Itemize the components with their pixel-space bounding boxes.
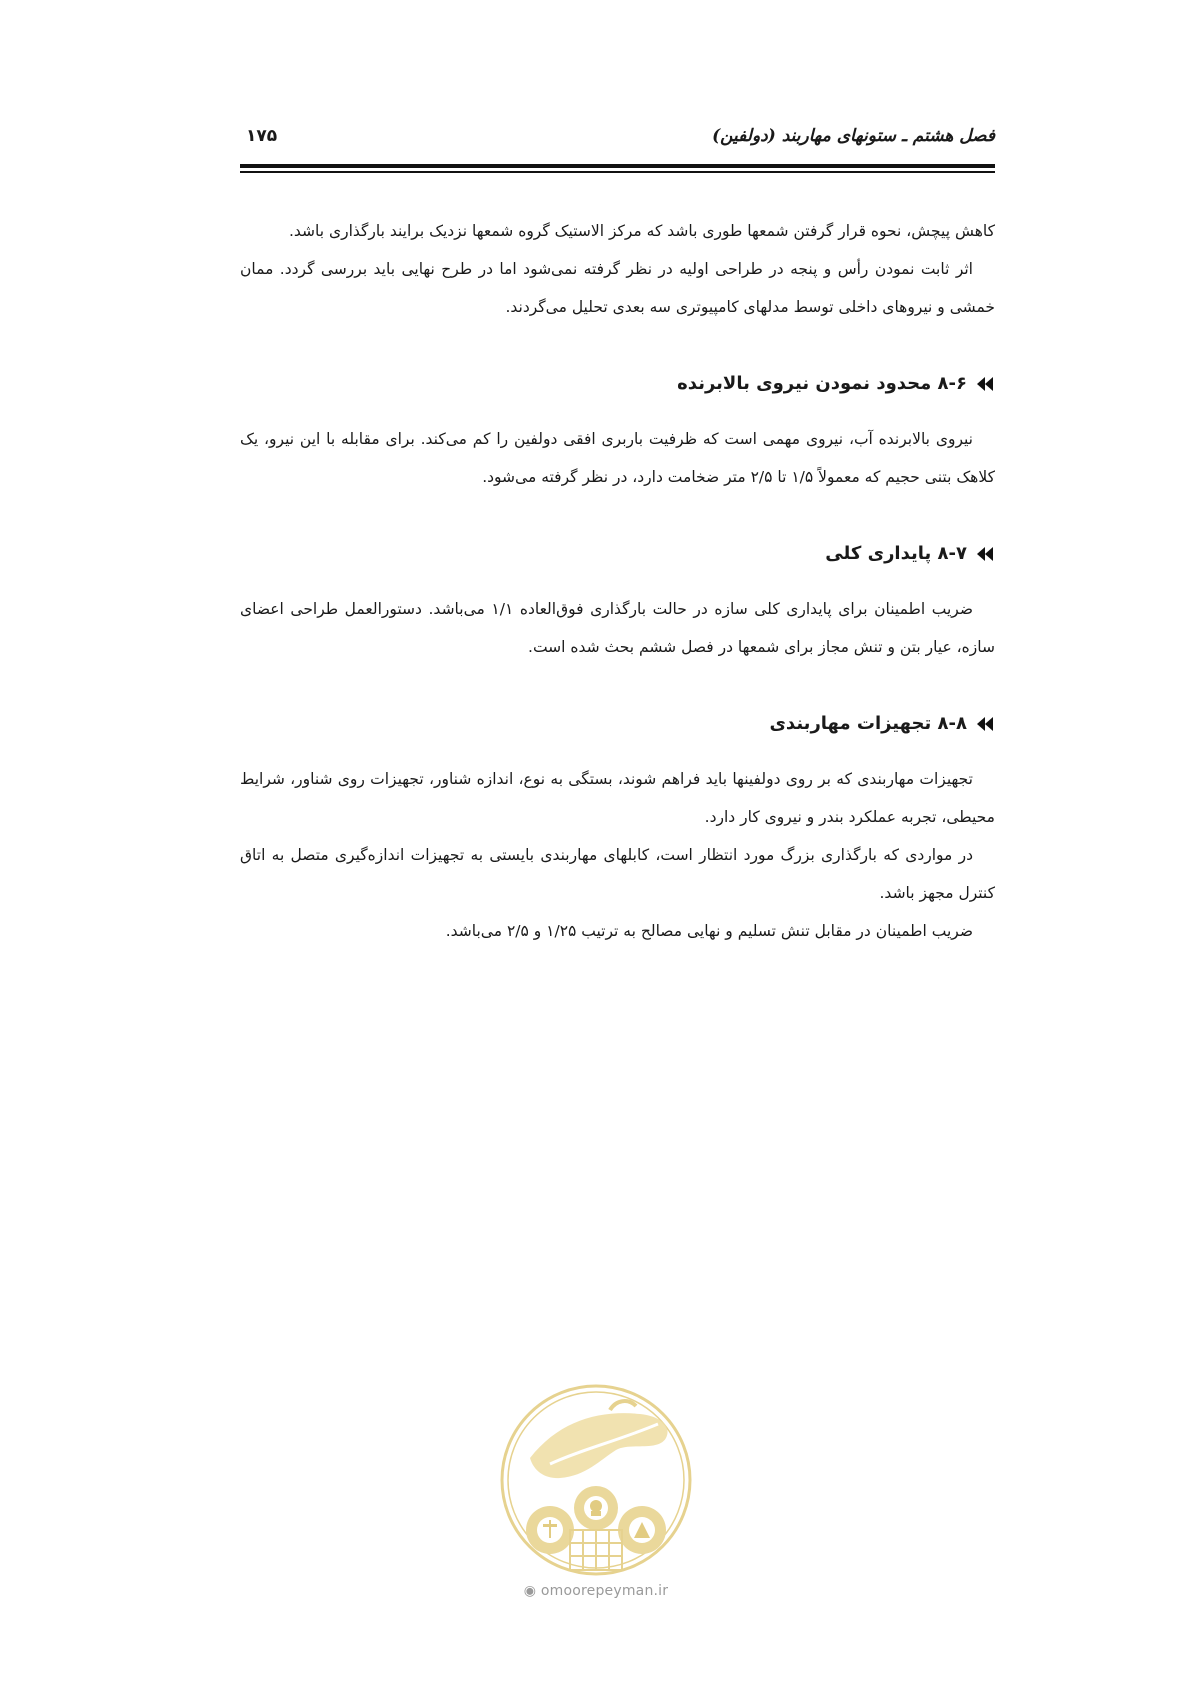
header-rule-thin: [240, 171, 995, 173]
paragraph: در مواردی که بارگذاری بزرگ مورد انتظار است، کابلهای مهاربندی بایستی به تجهیزات اندازه‌گیری متصل به اتاق کنترل مجهز باشد.: [240, 846, 995, 902]
paragraph: کاهش پیچش، نحوه قرار گرفتن شمعها طوری باشد که مرکز الاستیک گروه شمعها نزدیک برایند بارگذاری باشد.: [288, 222, 995, 240]
paragraph: ضریب اطمینان برای پایداری کلی سازه در حالت بارگذاری فوق‌العاده ۱/۱ می‌باشد. دستورالعمل طراحی اعضای سازه، عیار بتن و تنش مجاز برای شمعها در فصل ششم بحث شده است.: [240, 600, 995, 656]
double-arrow-bullet-icon: [977, 547, 995, 561]
section-heading-text: ۸-۸ تجهیزات مهاربندی: [769, 713, 967, 734]
watermark-logo: [490, 1380, 702, 1580]
section-heading: [240, 364, 995, 404]
section-heading: [240, 704, 995, 744]
globe-icon: ◉: [523, 1583, 537, 1599]
body-content: [240, 212, 995, 950]
watermark-url-text: omoorepeyman.ir: [540, 1583, 669, 1599]
section-heading: [240, 534, 995, 574]
paragraph: اثر ثابت نمودن رأس و پنجه در طراحی اولیه در نظر گرفته نمی‌شود اما در طرح نهایی باید بررسی گردد. ممان خمشی و نیروهای داخلی توسط مدلهای کامپیوتری سه بعدی تحلیل می‌گردند.: [240, 260, 995, 316]
section-heading-text: ۸-۶ محدود نمودن نیروی بالابرنده: [677, 373, 967, 394]
double-arrow-bullet-icon: [977, 717, 995, 731]
page-number: ۱۷۵: [246, 126, 278, 146]
chapter-title: فصل هشتم ـ ستونهای مهاربند (دولفین): [712, 126, 995, 146]
running-header: [240, 126, 995, 156]
paragraph: ضریب اطمینان در مقابل تنش تسلیم و نهایی مصالح به ترتیب ۱/۲۵ و ۲/۵ می‌باشد.: [445, 922, 973, 940]
paragraph: نیروی بالابرنده آب، نیروی مهمی است که ظرفیت باربری افقی دولفین را کم می‌کند. برای مقابله با این نیرو، یک کلاهک بتنی حجیم که معمولاً ۱/۵ تا ۲/۵ متر ضخامت دارد، در نظر گرفته می‌شود.: [240, 430, 995, 486]
section-heading-text: ۸-۷ پایداری کلی: [825, 543, 967, 564]
double-arrow-bullet-icon: [977, 377, 995, 391]
paragraph: تجهیزات مهاربندی که بر روی دولفینها باید فراهم شوند، بستگی به نوع، اندازه شناور، تجهیزات روی شناور، شرایط محیطی، تجربه عملکرد بندر و نیروی کار دارد.: [240, 770, 995, 826]
header-rule-thick: [240, 164, 995, 168]
watermark-url: [486, 1583, 706, 1599]
